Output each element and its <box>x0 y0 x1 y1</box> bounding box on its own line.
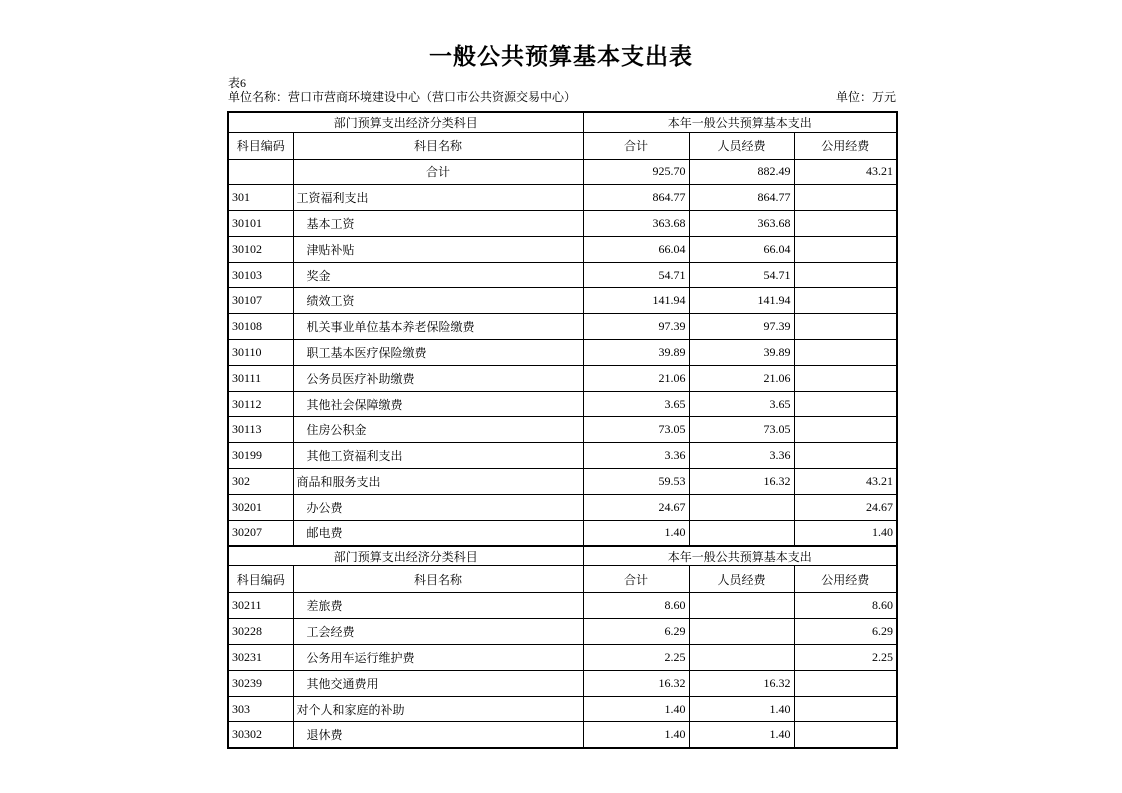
cell-subject-code: 30228 <box>228 619 293 645</box>
cell-subject-code: 30101 <box>228 211 293 237</box>
cell-total-amount: 864.77 <box>583 185 689 211</box>
cell-public-amount <box>794 262 897 288</box>
cell-public-amount: 24.67 <box>794 494 897 520</box>
cell-subject-code: 30112 <box>228 391 293 417</box>
cell-total-amount: 1.40 <box>583 696 689 722</box>
col-header-personnel: 人员经费 <box>689 132 794 159</box>
table-row <box>228 262 897 288</box>
cell-subject-code <box>228 159 293 185</box>
cell-public-amount: 6.29 <box>794 619 897 645</box>
cell-subject-code: 303 <box>228 696 293 722</box>
cell-total-amount: 73.05 <box>583 417 689 443</box>
cell-total-amount: 16.32 <box>583 670 689 696</box>
cell-subject-code: 30103 <box>228 262 293 288</box>
unit-name-label: 单位名称：营口市营商环境建设中心（营口市公共资源交易中心） <box>228 90 577 104</box>
cell-total-amount: 3.65 <box>583 391 689 417</box>
cell-public-amount <box>794 365 897 391</box>
col-header-code: 科目编码 <box>228 132 293 159</box>
cell-personnel-amount <box>689 494 794 520</box>
cell-subject-code: 30107 <box>228 288 293 314</box>
table-row <box>228 593 897 619</box>
cell-personnel-amount: 882.49 <box>689 159 794 185</box>
header-left-group: 部门预算支出经济分类科目 <box>228 112 583 132</box>
table-row <box>228 159 897 185</box>
table-row <box>228 391 897 417</box>
cell-subject-name: 住房公积金 <box>293 417 583 443</box>
col-header-personnel: 人员经费 <box>689 566 794 593</box>
budget-table-section-1 <box>227 111 898 547</box>
cell-total-amount: 59.53 <box>583 469 689 495</box>
cell-subject-name: 绩效工资 <box>293 288 583 314</box>
table-row <box>228 365 897 391</box>
cell-subject-name: 退休费 <box>293 722 583 748</box>
cell-subject-code: 30199 <box>228 443 293 469</box>
cell-personnel-amount: 141.94 <box>689 288 794 314</box>
table-row <box>228 236 897 262</box>
cell-personnel-amount: 1.40 <box>689 696 794 722</box>
cell-subject-code: 30201 <box>228 494 293 520</box>
cell-personnel-amount: 1.40 <box>689 722 794 748</box>
col-header-name: 科目名称 <box>293 566 583 593</box>
table-row <box>228 696 897 722</box>
cell-public-amount: 43.21 <box>794 469 897 495</box>
cell-total-amount: 21.06 <box>583 365 689 391</box>
meta-row <box>228 88 896 105</box>
col-header-total: 合计 <box>583 132 689 159</box>
cell-subject-name: 津贴补贴 <box>293 236 583 262</box>
header-columns-row <box>228 132 897 159</box>
header-right-group: 本年一般公共预算基本支出 <box>583 546 897 566</box>
cell-personnel-amount: 864.77 <box>689 185 794 211</box>
cell-subject-code: 30239 <box>228 670 293 696</box>
cell-personnel-amount: 21.06 <box>689 365 794 391</box>
cell-public-amount <box>794 236 897 262</box>
table-row <box>228 722 897 748</box>
cell-total-amount: 6.29 <box>583 619 689 645</box>
cell-personnel-amount: 54.71 <box>689 262 794 288</box>
cell-subject-name: 基本工资 <box>293 211 583 237</box>
budget-table-section-2 <box>227 545 898 749</box>
cell-subject-code: 30108 <box>228 314 293 340</box>
table-row <box>228 670 897 696</box>
header-group-row <box>228 112 897 132</box>
table-row <box>228 288 897 314</box>
header-left-group: 部门预算支出经济分类科目 <box>228 546 583 566</box>
budget-expenditure-table <box>227 111 896 749</box>
header-columns-row <box>228 566 897 593</box>
cell-subject-name: 合计 <box>293 159 583 185</box>
cell-personnel-amount <box>689 520 794 546</box>
cell-personnel-amount: 3.36 <box>689 443 794 469</box>
cell-total-amount: 363.68 <box>583 211 689 237</box>
cell-subject-name: 工会经费 <box>293 619 583 645</box>
cell-personnel-amount: 73.05 <box>689 417 794 443</box>
cell-public-amount <box>794 340 897 366</box>
table-row <box>228 417 897 443</box>
cell-subject-name: 职工基本医疗保险缴费 <box>293 340 583 366</box>
cell-personnel-amount <box>689 593 794 619</box>
cell-public-amount: 8.60 <box>794 593 897 619</box>
cell-subject-name: 其他交通费用 <box>293 670 583 696</box>
cell-subject-code: 30102 <box>228 236 293 262</box>
cell-subject-code: 30211 <box>228 593 293 619</box>
cell-total-amount: 39.89 <box>583 340 689 366</box>
cell-public-amount <box>794 670 897 696</box>
table-number-label: 表6 <box>228 76 247 90</box>
cell-personnel-amount: 97.39 <box>689 314 794 340</box>
cell-subject-code: 30110 <box>228 340 293 366</box>
cell-subject-name: 对个人和家庭的补助 <box>293 696 583 722</box>
cell-subject-name: 公务员医疗补助缴费 <box>293 365 583 391</box>
cell-personnel-amount: 16.32 <box>689 670 794 696</box>
cell-public-amount <box>794 288 897 314</box>
cell-subject-name: 其他工资福利支出 <box>293 443 583 469</box>
table-row <box>228 645 897 671</box>
table-row <box>228 619 897 645</box>
cell-subject-name: 工资福利支出 <box>293 185 583 211</box>
table-row <box>228 494 897 520</box>
cell-subject-name: 办公费 <box>293 494 583 520</box>
table-row <box>228 340 897 366</box>
cell-public-amount <box>794 417 897 443</box>
cell-public-amount: 43.21 <box>794 159 897 185</box>
cell-subject-code: 30231 <box>228 645 293 671</box>
cell-subject-code: 30111 <box>228 365 293 391</box>
cell-public-amount <box>794 314 897 340</box>
page-title: 一般公共预算基本支出表 <box>429 44 693 69</box>
cell-subject-name: 奖金 <box>293 262 583 288</box>
cell-personnel-amount: 66.04 <box>689 236 794 262</box>
table-row <box>228 211 897 237</box>
cell-subject-code: 301 <box>228 185 293 211</box>
cell-total-amount: 8.60 <box>583 593 689 619</box>
cell-subject-name: 商品和服务支出 <box>293 469 583 495</box>
cell-subject-code: 302 <box>228 469 293 495</box>
cell-personnel-amount: 3.65 <box>689 391 794 417</box>
unit-of-measure-label: 单位：万元 <box>835 90 896 104</box>
table-row <box>228 443 897 469</box>
cell-subject-name: 机关事业单位基本养老保险缴费 <box>293 314 583 340</box>
cell-total-amount: 24.67 <box>583 494 689 520</box>
table-row <box>228 469 897 495</box>
col-header-public: 公用经费 <box>794 132 897 159</box>
cell-public-amount <box>794 696 897 722</box>
cell-total-amount: 1.40 <box>583 520 689 546</box>
table-row <box>228 185 897 211</box>
cell-total-amount: 925.70 <box>583 159 689 185</box>
cell-public-amount: 1.40 <box>794 520 897 546</box>
cell-public-amount <box>794 722 897 748</box>
cell-subject-name: 其他社会保障缴费 <box>293 391 583 417</box>
cell-personnel-amount: 39.89 <box>689 340 794 366</box>
cell-total-amount: 66.04 <box>583 236 689 262</box>
header-group-row <box>228 546 897 566</box>
col-header-total: 合计 <box>583 566 689 593</box>
header-right-group: 本年一般公共预算基本支出 <box>583 112 897 132</box>
cell-total-amount: 97.39 <box>583 314 689 340</box>
table-row <box>228 314 897 340</box>
cell-public-amount <box>794 391 897 417</box>
cell-personnel-amount: 363.68 <box>689 211 794 237</box>
cell-total-amount: 3.36 <box>583 443 689 469</box>
cell-subject-code: 30113 <box>228 417 293 443</box>
table-row <box>228 520 897 546</box>
cell-subject-code: 30207 <box>228 520 293 546</box>
cell-subject-name: 公务用车运行维护费 <box>293 645 583 671</box>
cell-subject-name: 邮电费 <box>293 520 583 546</box>
col-header-name: 科目名称 <box>293 132 583 159</box>
cell-total-amount: 2.25 <box>583 645 689 671</box>
cell-personnel-amount: 16.32 <box>689 469 794 495</box>
cell-public-amount: 2.25 <box>794 645 897 671</box>
cell-personnel-amount <box>689 619 794 645</box>
col-header-code: 科目编码 <box>228 566 293 593</box>
cell-public-amount <box>794 185 897 211</box>
cell-total-amount: 54.71 <box>583 262 689 288</box>
cell-subject-name: 差旅费 <box>293 593 583 619</box>
cell-total-amount: 1.40 <box>583 722 689 748</box>
cell-public-amount <box>794 443 897 469</box>
cell-personnel-amount <box>689 645 794 671</box>
col-header-public: 公用经费 <box>794 566 897 593</box>
cell-public-amount <box>794 211 897 237</box>
cell-subject-code: 30302 <box>228 722 293 748</box>
cell-total-amount: 141.94 <box>583 288 689 314</box>
